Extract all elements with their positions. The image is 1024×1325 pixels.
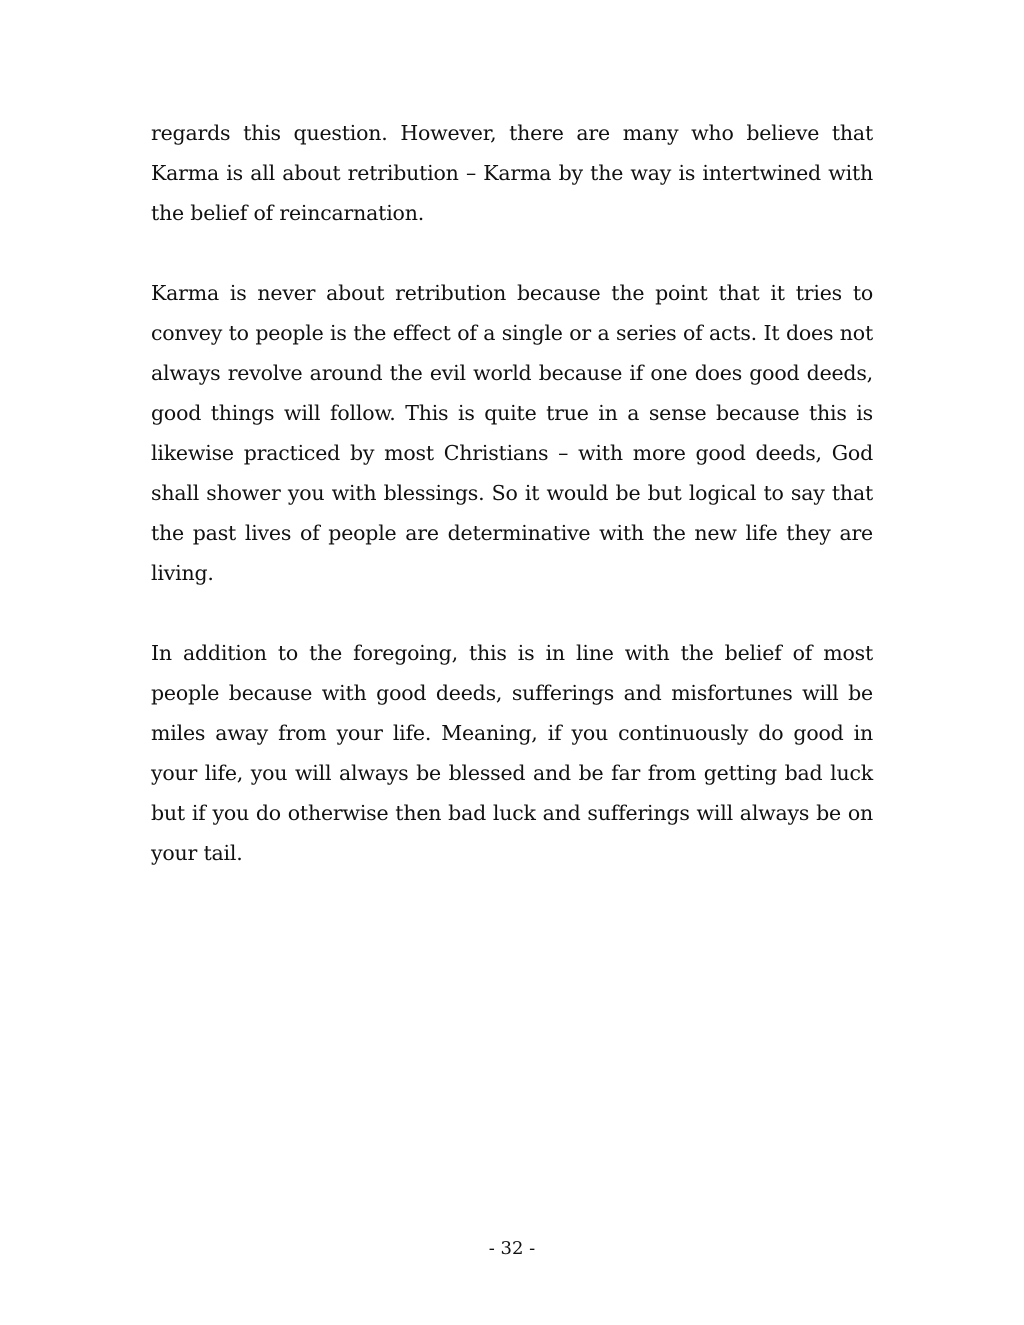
document-body — [151, 113, 873, 913]
page-number: - 32 - — [488, 1238, 536, 1259]
paragraph-3: In addition to the foregoing, this is in line with the belief of most people because with good deeds, sufferings and misfortunes will be miles away from your life. Meaning, if you continuously do good in your life, you will always be blessed and be far from getting bad luck but if you do otherwise then bad luck and sufferings will always be on your tail. — [151, 641, 873, 865]
paragraph-1: regards this question. However, there are many who believe that Karma is all about retribution – Karma by the way is intertwined with the belief of reincarnation. — [151, 121, 873, 225]
paragraph-2: Karma is never about retribution because the point that it tries to convey to people is the effect of a single or a series of acts. It does not always revolve around the evil world because if one does good deeds, good things will follow. This is quite true in a sense because this is likewise practiced by most Christians – with more good deeds, God shall shower you with blessings. So it would be but logical to say that the past lives of people are determinative with the new life they are living. — [151, 281, 873, 585]
